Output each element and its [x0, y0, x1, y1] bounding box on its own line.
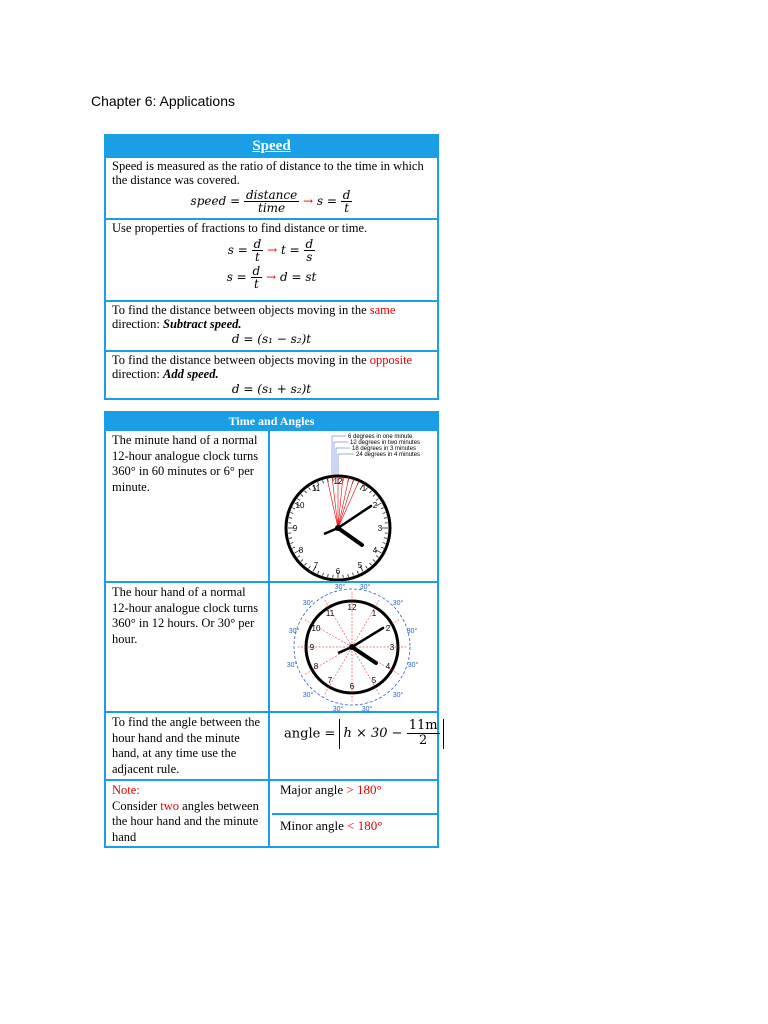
speed-definition-text: Speed is measured as the ratio of distance to the time in which the distance was covered.: [112, 159, 424, 187]
deg30-label: 30°: [302, 692, 314, 699]
clock2-num-12: 12: [347, 603, 357, 612]
speed-row-fractions: [106, 218, 437, 300]
clock2-num-10: 10: [311, 624, 321, 633]
deg30-label: 30°: [286, 662, 298, 669]
deg30-label: 30°: [361, 706, 373, 713]
minor-angle: Minor angle < 180°: [280, 818, 383, 833]
time-angles-title: Time and Angles: [106, 413, 437, 429]
clock2-num-7: 7: [327, 676, 333, 685]
clock1-num-11: 11: [311, 484, 321, 493]
clock2-num-1: 1: [371, 609, 377, 618]
clock2-num-8: 8: [313, 662, 319, 671]
deg30-label: 30°: [359, 584, 371, 591]
deg30-label: 30°: [332, 706, 344, 713]
note-row: [106, 779, 437, 848]
clock1-num-3: 3: [377, 524, 383, 533]
clock1-num-12: 12: [333, 477, 343, 486]
subtract-speed-formula: d = (s₁ − s₂)t: [231, 332, 312, 346]
clock1-num-5: 5: [357, 561, 363, 570]
deg30-label: 30°: [288, 628, 300, 635]
label-24-degrees: 24 degrees in 4 minutes: [356, 452, 421, 458]
deg30-label: 30°: [302, 600, 314, 607]
deg30-label: 30°: [406, 628, 418, 635]
note-text: Note: Consider two angles between the hour hand and the minute hand: [106, 781, 270, 848]
speed-title: Speed: [106, 136, 437, 156]
minute-hand-text: The minute hand of a normal 12-hour analogue clock turns 360° in 60 minutes or 6° per minute.: [106, 431, 270, 583]
speed-formula: speed = $\frac{\text{distance}}{\text{time}}$ → s = $\frac{d}{t}$: [190, 188, 351, 215]
clock1-num-9: 9: [292, 524, 298, 533]
clock2-num-3: 3: [389, 643, 395, 652]
minute-clock-figure: [272, 431, 437, 583]
clock1-num-8: 8: [298, 546, 304, 555]
hour-clock-figure: [272, 583, 437, 713]
clock2-num-4: 4: [385, 662, 391, 671]
same-direction-text: To find the distance between objects moving in the same direction: Subtract speed.: [112, 303, 396, 331]
clock1-num-4: 4: [372, 546, 378, 555]
deg30-label: 30°: [334, 584, 346, 591]
clock1-num-2: 2: [372, 501, 378, 510]
hour-hand-row: [106, 581, 437, 713]
clock1-num-1: 1: [361, 484, 367, 493]
deg30-label: 30°: [407, 662, 419, 669]
clock1-num-7: 7: [313, 561, 319, 570]
label-18-degrees: 18 degrees in 3 minutes: [352, 446, 417, 452]
fractions-text: Use properties of fractions to find distance or time.: [112, 221, 368, 235]
add-speed-formula: d = (s₁ + s₂)t: [231, 382, 312, 396]
label-12-degrees: 12 degrees in two minutes: [350, 440, 421, 446]
time-angles-table: [104, 411, 439, 848]
clock1-num-6: 6: [335, 567, 341, 576]
clock2-num-9: 9: [309, 643, 315, 652]
angle-rule-row: [106, 711, 437, 781]
minute-clock-svg: [272, 431, 437, 583]
deg30-label: 30°: [392, 600, 404, 607]
clock2-num-6: 6: [349, 682, 355, 691]
label-6-degrees: 6 degrees in one minute: [348, 434, 413, 440]
clock2-num-11: 11: [325, 609, 335, 618]
speed-row-definition: [106, 156, 437, 220]
clock2-num-2: 2: [385, 624, 391, 633]
opposite-direction-text: To find the distance between objects moving in the opposite direction: Add speed.: [112, 353, 413, 381]
angle-formula: angle = h × 30 − $\frac{11m}{2}$: [272, 713, 437, 781]
angle-rule-text: To find the angle between the hour hand and the minute hand, at any time use the adjacent rule.: [106, 713, 270, 781]
hour-clock-svg: [272, 583, 437, 713]
speed-row-opposite-direction: [106, 350, 437, 400]
speed-table: [104, 134, 439, 400]
minute-hand-row: [106, 429, 437, 583]
chapter-title: Chapter 6: Applications: [91, 93, 235, 109]
speed-row-same-direction: [106, 300, 437, 350]
time-formula: s = $\frac{d}{t}$ → t = $\frac{d}{s}$: [227, 237, 314, 264]
deg30-label: 30°: [392, 692, 404, 699]
clock1-num-10: 10: [295, 501, 305, 510]
clock2-num-5: 5: [371, 676, 377, 685]
major-angle: Major angle > 180°: [272, 781, 437, 815]
hour-hand-text: The hour hand of a normal 12-hour analogue clock turns 360° in 12 hours. Or 30° per hour.: [106, 583, 270, 713]
distance-formula: s = $\frac{d}{t}$ → d = st: [226, 264, 317, 291]
